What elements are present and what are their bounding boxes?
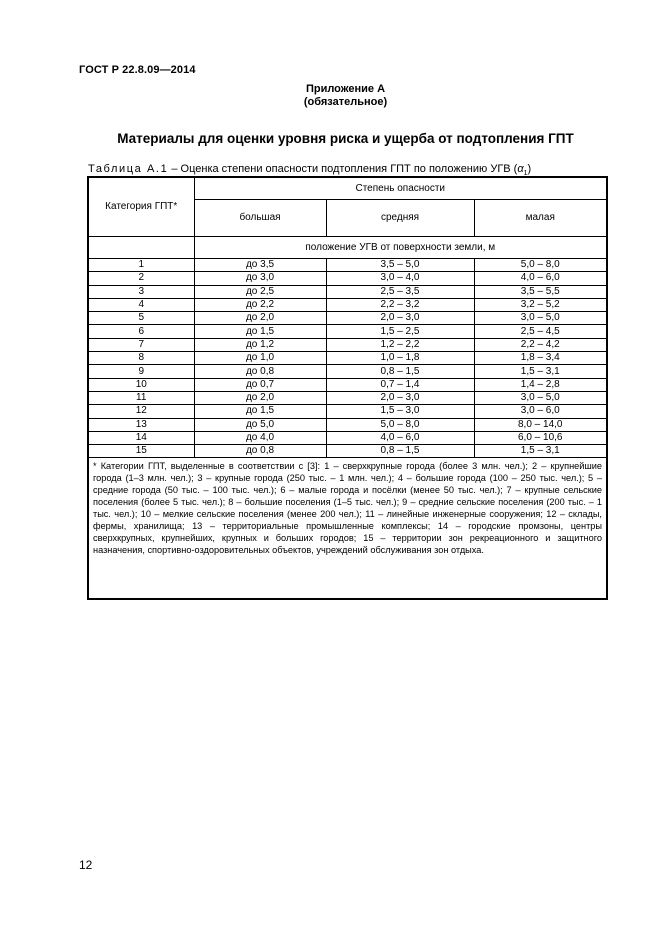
category-cell: 5 bbox=[88, 312, 194, 325]
medium-cell: 2,0 – 3,0 bbox=[326, 312, 474, 325]
medium-cell: 2,5 – 3,5 bbox=[326, 285, 474, 298]
low-cell: 1,8 – 3,4 bbox=[474, 352, 607, 365]
low-cell: 3,0 – 5,0 bbox=[474, 391, 607, 404]
medium-cell: 3,0 – 4,0 bbox=[326, 272, 474, 285]
high-cell: до 1,2 bbox=[194, 338, 326, 351]
high-cell: до 2,5 bbox=[194, 285, 326, 298]
table-caption-subscript: 1 bbox=[523, 170, 528, 178]
table-footnote: * Категории ГПТ, выделенные в соответствии с [3]: 1 – сверхкрупные города (более 3 млн. чел.); 2 – крупнейшие города (1–3 млн. чел.); 3 – крупные города (250 тыс. – 1 млн. чел.); 4 – большие города (100 – 250 тыс. чел.); 5 – средние города (50 тыс. – 100 тыс. чел.); 6 – малые города и посёлки (менее 50 тыс. чел.); 7 – крупные сельские поселения (более 5 тыс. чел.); 8 – большие поселения (1–5 тыс. чел.); 9 – средние сельские поселения (200 тыс. – 1 тыс. чел.); 10 – мелкие сельские поселения (менее 200 чел.); 11 – линейные инженерные сооружения; 12 – склады, фермы, хранилища; 13 – территориальные промышленные комплексы; 14 – городские промзоны, центры сверхкрупных, крупнейших, крупных и больших городов; 15 – территории зон рекреационного и защитного назначения, спортивно-оздоровительных объектов, учреждений обслуживания зон отдыха. bbox=[88, 458, 607, 600]
low-cell: 1,5 – 3,1 bbox=[474, 365, 607, 378]
low-cell: 5,0 – 8,0 bbox=[474, 259, 607, 272]
table-row bbox=[88, 298, 607, 311]
header-unit: положение УГВ от поверхности земли, м bbox=[194, 237, 607, 259]
low-cell: 6,0 – 10,6 bbox=[474, 431, 607, 444]
table-row bbox=[88, 285, 607, 298]
page-number: 12 bbox=[79, 858, 93, 872]
category-cell: 2 bbox=[88, 272, 194, 285]
table-row bbox=[88, 325, 607, 338]
low-cell: 3,5 – 5,5 bbox=[474, 285, 607, 298]
header-category: Категория ГПТ* bbox=[88, 177, 194, 237]
category-cell: 11 bbox=[88, 391, 194, 404]
table-row bbox=[88, 312, 607, 325]
high-cell: до 2,0 bbox=[194, 312, 326, 325]
table-caption-symbol: α bbox=[517, 163, 524, 175]
high-cell: до 0,7 bbox=[194, 378, 326, 391]
table-row bbox=[88, 338, 607, 351]
high-cell: до 2,2 bbox=[194, 298, 326, 311]
category-cell: 13 bbox=[88, 418, 194, 431]
high-cell: до 3,5 bbox=[194, 259, 326, 272]
section-title: Материалы для оценки уровня риска и ущерба от подтопления ГПТ bbox=[117, 131, 574, 146]
category-cell: 10 bbox=[88, 378, 194, 391]
category-cell: 3 bbox=[88, 285, 194, 298]
high-cell: до 1,0 bbox=[194, 352, 326, 365]
low-cell: 3,0 – 5,0 bbox=[474, 312, 607, 325]
medium-cell: 1,0 – 1,8 bbox=[326, 352, 474, 365]
high-cell: до 1,5 bbox=[194, 325, 326, 338]
appendix-heading bbox=[0, 83, 661, 109]
medium-cell: 5,0 – 8,0 bbox=[326, 418, 474, 431]
low-cell: 4,0 – 6,0 bbox=[474, 272, 607, 285]
table-row bbox=[88, 365, 607, 378]
table-body bbox=[88, 259, 607, 458]
category-cell: 7 bbox=[88, 338, 194, 351]
high-cell: до 2,0 bbox=[194, 391, 326, 404]
medium-cell: 4,0 – 6,0 bbox=[326, 431, 474, 444]
medium-cell: 3,5 – 5,0 bbox=[326, 259, 474, 272]
low-cell: 3,2 – 5,2 bbox=[474, 298, 607, 311]
medium-cell: 1,2 – 2,2 bbox=[326, 338, 474, 351]
low-cell: 1,4 – 2,8 bbox=[474, 378, 607, 391]
table-row bbox=[88, 378, 607, 391]
table-row bbox=[88, 405, 607, 418]
low-cell: 1,5 – 3,1 bbox=[474, 445, 607, 458]
table-row bbox=[88, 391, 607, 404]
table-row bbox=[88, 445, 607, 458]
medium-cell: 1,5 – 3,0 bbox=[326, 405, 474, 418]
appendix-title: Приложение А bbox=[305, 83, 386, 95]
high-cell: до 5,0 bbox=[194, 418, 326, 431]
table-row bbox=[88, 259, 607, 272]
table-caption-text: – Оценка степени опасности подтопления ГПТ по положению УГВ ( bbox=[168, 163, 518, 175]
category-cell: 8 bbox=[88, 352, 194, 365]
medium-cell: 0,8 – 1,5 bbox=[326, 365, 474, 378]
high-cell: до 0,8 bbox=[194, 365, 326, 378]
high-cell: до 1,5 bbox=[194, 405, 326, 418]
table-caption-label: Таблица А.1 bbox=[88, 163, 169, 175]
header-level-high: большая bbox=[194, 200, 326, 237]
table-caption-close: ) bbox=[527, 163, 532, 175]
high-cell: до 3,0 bbox=[194, 272, 326, 285]
low-cell: 2,2 – 4,2 bbox=[474, 338, 607, 351]
appendix-status: (обязательное) bbox=[303, 96, 388, 108]
category-cell: 15 bbox=[88, 445, 194, 458]
table-row bbox=[88, 418, 607, 431]
header-level-low: малая bbox=[474, 200, 607, 237]
table-row bbox=[88, 272, 607, 285]
category-cell: 12 bbox=[88, 405, 194, 418]
category-cell: 14 bbox=[88, 431, 194, 444]
medium-cell: 2,0 – 3,0 bbox=[326, 391, 474, 404]
low-cell: 3,0 – 6,0 bbox=[474, 405, 607, 418]
header-level-medium: средняя bbox=[326, 200, 474, 237]
medium-cell: 0,7 – 1,4 bbox=[326, 378, 474, 391]
risk-table bbox=[87, 176, 608, 600]
medium-cell: 2,2 – 3,2 bbox=[326, 298, 474, 311]
category-cell: 1 bbox=[88, 259, 194, 272]
category-cell: 4 bbox=[88, 298, 194, 311]
low-cell: 8,0 – 14,0 bbox=[474, 418, 607, 431]
table-row bbox=[88, 431, 607, 444]
category-cell: 6 bbox=[88, 325, 194, 338]
category-cell: 9 bbox=[88, 365, 194, 378]
medium-cell: 1,5 – 2,5 bbox=[326, 325, 474, 338]
header-danger-degree: Степень опасности bbox=[194, 177, 607, 200]
high-cell: до 4,0 bbox=[194, 431, 326, 444]
low-cell: 2,5 – 4,5 bbox=[474, 325, 607, 338]
header-category-spacer bbox=[88, 237, 194, 259]
medium-cell: 0,8 – 1,5 bbox=[326, 445, 474, 458]
table-row bbox=[88, 352, 607, 365]
document-code: ГОСТ Р 22.8.09—2014 bbox=[79, 64, 196, 76]
high-cell: до 0,8 bbox=[194, 445, 326, 458]
